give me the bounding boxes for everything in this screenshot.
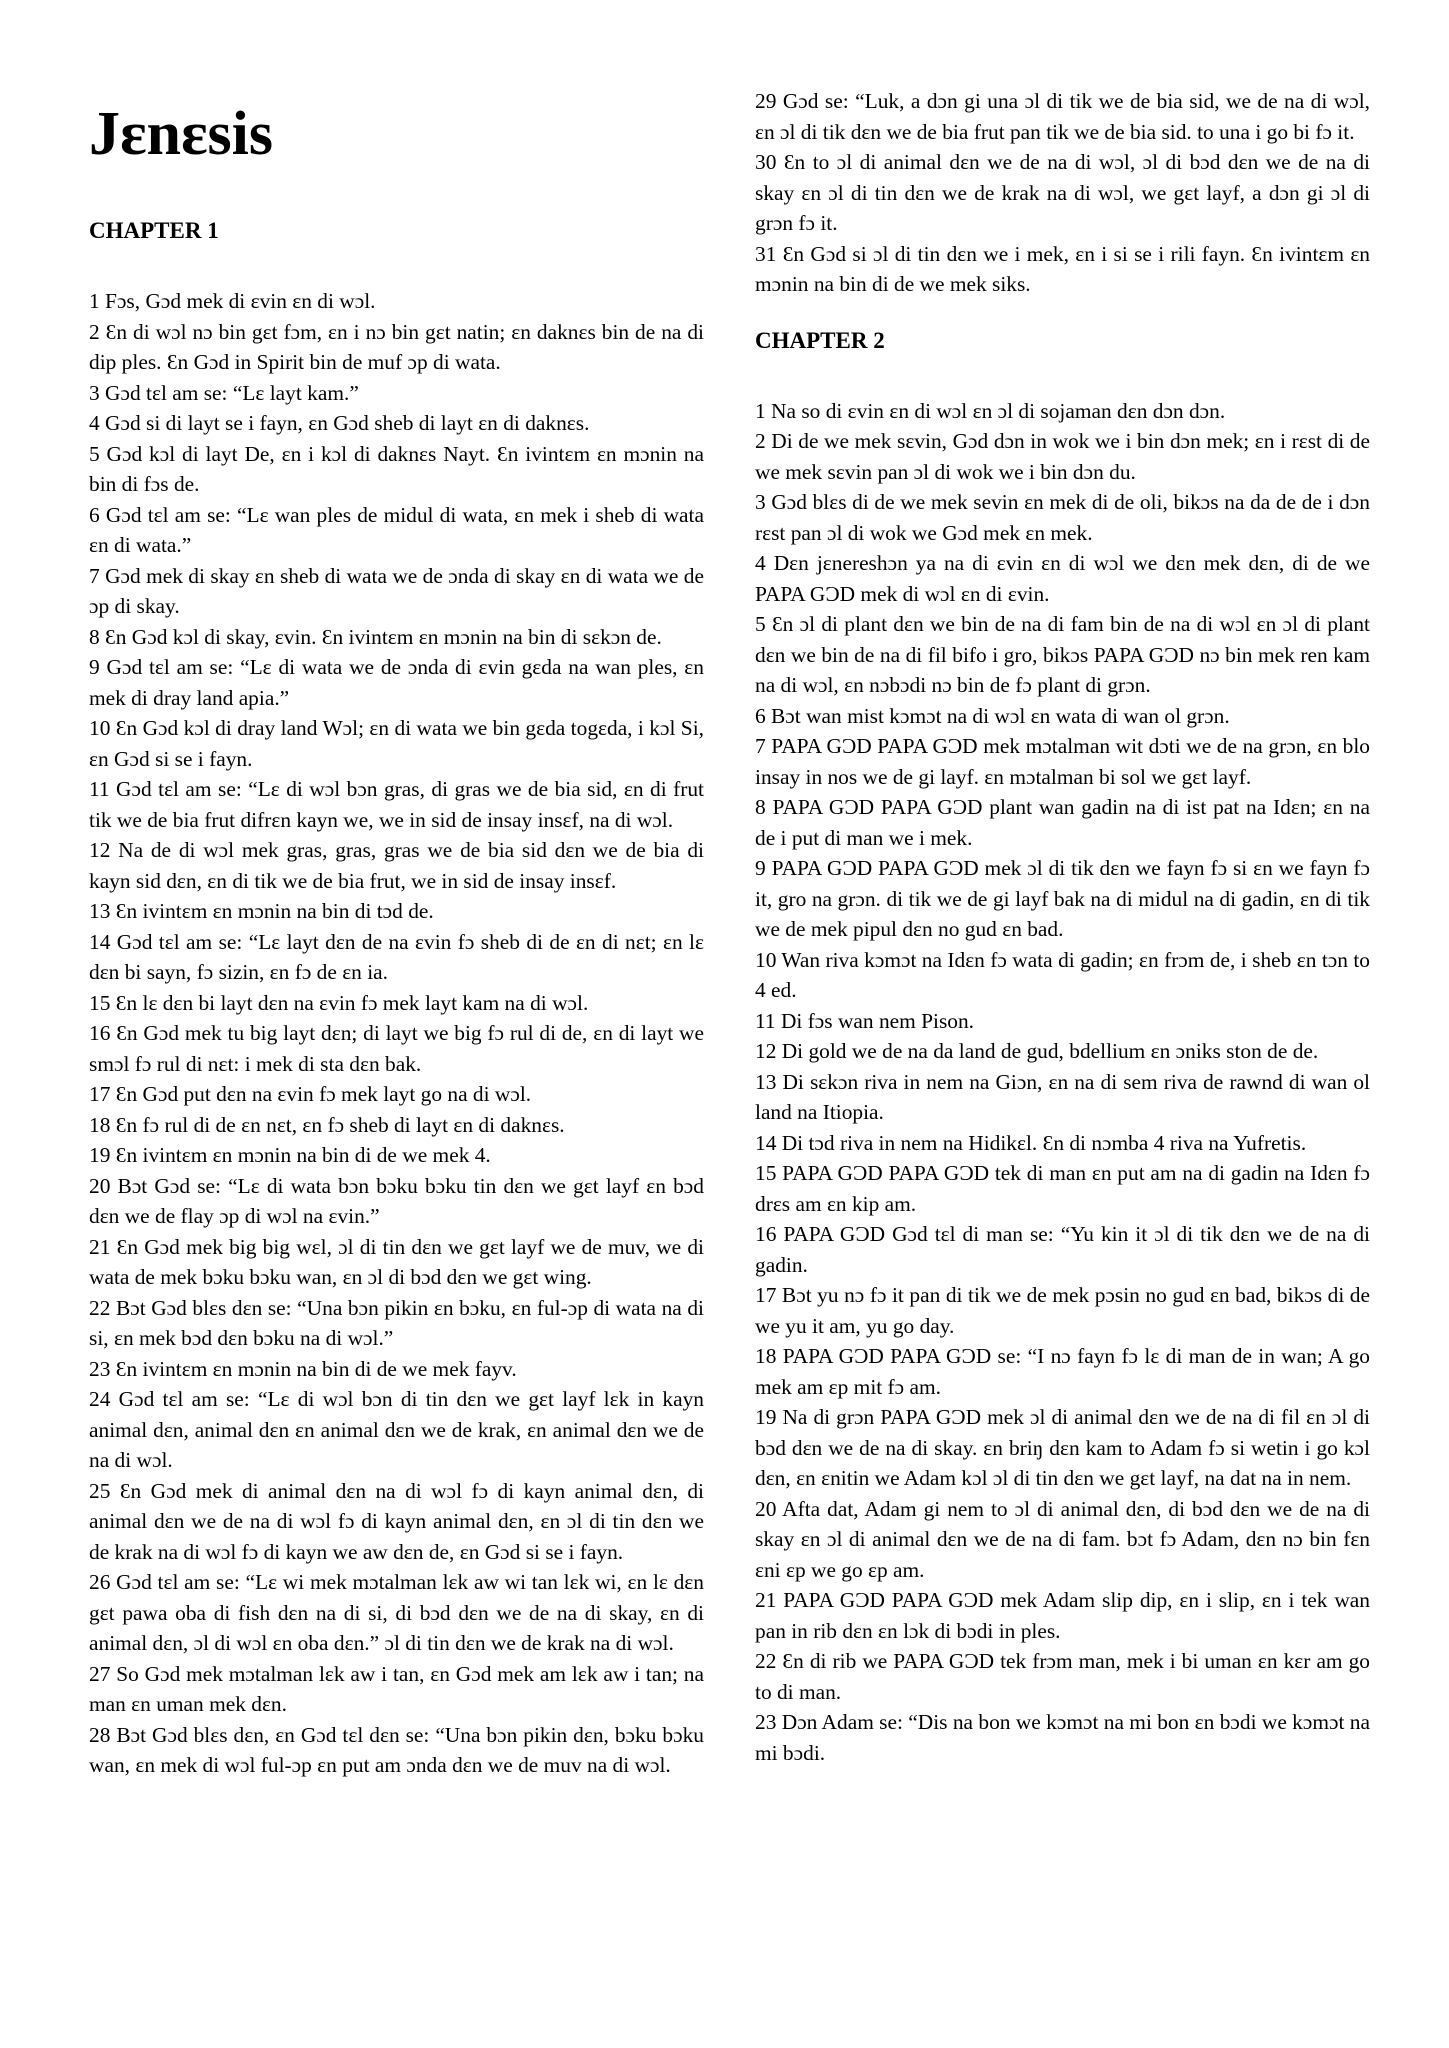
verse: 15 Ɛn lɛ dɛn bi layt dɛn na ɛvin fɔ mek layt kam na di wɔl. xyxy=(89,990,589,1015)
right-column xyxy=(755,86,1370,1768)
verse: 28 Bɔt Gɔd blɛs dɛn, ɛn Gɔd tɛl dɛn se: “Una bɔn pikin dɛn, bɔku bɔku wan, ɛn mek di wɔl ful-ɔp ɛn put am ɔnda dɛn we de muv na di wɔl. xyxy=(89,1722,704,1777)
chapter-1-verses xyxy=(89,286,704,1781)
book-title: Jɛnɛsis xyxy=(89,100,273,168)
verse: 11 Gɔd tɛl am se: “Lɛ di wɔl bɔn gras, di gras we de bia sid, ɛn di frut tik we de bia frut difrɛn kayn we, we in sid de insay insɛf, na di wɔl. xyxy=(89,777,704,832)
verse: 9 PAPA GƆD PAPA GƆD mek ɔl di tik dɛn we fayn fɔ si ɛn we fayn fɔ it, gro na grɔn. di tik we de gi layf bak na di midul na di gadin, ɛn di tik we de mek pipul dɛn no gud ɛn bad. xyxy=(755,856,1370,941)
verse: 12 Na de di wɔl mek gras, gras, gras we de bia sid dɛn we de bia di kayn sid dɛn, ɛn di tik we de bia frut, we in sid de insay insɛf. xyxy=(89,838,704,893)
verse: 3 Gɔd tɛl am se: “Lɛ layt kam.” xyxy=(89,380,359,405)
verse: 6 Bɔt wan mist kɔmɔt na di wɔl ɛn wata di wan ol grɔn. xyxy=(755,703,1230,728)
verse: 27 So Gɔd mek mɔtalman lɛk aw i tan, ɛn Gɔd mek am lɛk aw i tan; na man ɛn uman mek dɛn. xyxy=(89,1661,704,1716)
verse: 5 Ɛn ɔl di plant dɛn we bin de na di fam bin de na di wɔl ɛn ɔl di plant dɛn we bin de na di fil bifo i gro, bikɔs PAPA GƆD nɔ bin mek ren kam na di wɔl, ɛn nɔbɔdi nɔ bin de fɔ plant di grɔn. xyxy=(755,612,1370,697)
verse: 17 Ɛn Gɔd put dɛn na ɛvin fɔ mek layt go na di wɔl. xyxy=(89,1082,532,1106)
verse: 16 PAPA GƆD Gɔd tɛl di man se: “Yu kin it ɔl di tik dɛn we de na di gadin. xyxy=(755,1222,1370,1277)
verse: 21 PAPA GƆD PAPA GƆD mek Adam slip dip, ɛn i slip, ɛn i tek wan pan in rib dɛn ɛn lɔk di bɔdi in ples. xyxy=(755,1588,1370,1643)
verse: 23 Dɔn Adam se: “Dis na bon we kɔmɔt na mi bon ɛn bɔdi we kɔmɔt na mi bɔdi. xyxy=(755,1710,1370,1765)
verse: 19 Na di grɔn PAPA GƆD mek ɔl di animal dɛn we de na di fil ɛn ɔl di bɔd dɛn we de na di skay. ɛn briŋ dɛn kam to Adam fɔ si wetin i go kɔl dɛn, ɛn ɛnitin we Adam kɔl ɔl di tin dɛn we gɛt layf, na dat na in nem. xyxy=(755,1405,1370,1490)
verse: 7 Gɔd mek di skay ɛn sheb di wata we de ɔnda di skay ɛn di wata we de ɔp di skay. xyxy=(89,563,704,618)
verse: 2 Ɛn di wɔl nɔ bin gɛt fɔm, ɛn i nɔ bin gɛt natin; ɛn daknɛs bin de na di dip ples. Ɛn Gɔd in Spirit bin de muf ɔp di wata. xyxy=(89,319,704,374)
verse: 15 PAPA GƆD PAPA GƆD tek di man ɛn put am na di gadin na Idɛn fɔ drɛs am ɛn kip am. xyxy=(755,1161,1370,1216)
verse: 23 Ɛn ivintɛm ɛn mɔnin na bin di de we mek fayv. xyxy=(89,1356,517,1381)
verse: 12 Di gold we de na da land de gud, bdellium ɛn ɔniks ston de de. xyxy=(755,1039,1319,1063)
verse: 8 Ɛn Gɔd kɔl di skay, ɛvin. Ɛn ivintɛm ɛn mɔnin na bin di sɛkɔn de. xyxy=(89,624,662,649)
chapter-2-verses xyxy=(755,396,1370,1769)
chapter-heading: CHAPTER 1 xyxy=(89,218,219,243)
verse: 13 Di sɛkɔn riva in nem na Giɔn, ɛn na di sem riva de rawnd di wan ol land na Itiopia. xyxy=(755,1069,1370,1124)
verse: 17 Bɔt yu nɔ fɔ it pan di tik we de mek pɔsin no gud ɛn bad, bikɔs di de we yu it am, yu go day. xyxy=(755,1283,1370,1338)
verse: 18 PAPA GƆD PAPA GƆD se: “I nɔ fayn fɔ lɛ di man de in wan; A go mek am ɛp mit fɔ am. xyxy=(755,1344,1370,1399)
verse: 18 Ɛn fɔ rul di de ɛn nɛt, ɛn fɔ sheb di layt ɛn di daknɛs. xyxy=(89,1112,565,1137)
verse: 25 Ɛn Gɔd mek di animal dɛn na di wɔl fɔ di kayn animal dɛn, di animal dɛn we de na di wɔl fɔ di kayn animal dɛn, ɛn ɔl di tin dɛn we de krak na di wɔl fɔ di kayn we aw dɛn de, ɛn Gɔd si se i fayn. xyxy=(89,1478,704,1564)
verse: 4 Dɛn jɛnereshɔn ya na di ɛvin ɛn di wɔl we dɛn mek dɛn, di de we PAPA GƆD mek di wɔl ɛn di ɛvin. xyxy=(755,551,1370,606)
verse: 10 Ɛn Gɔd kɔl di dray land Wɔl; ɛn di wata we bin gɛda togɛda, i kɔl Si, ɛn Gɔd si se i fayn. xyxy=(89,716,704,771)
verse: 30 Ɛn to ɔl di animal dɛn we de na di wɔl, ɔl di bɔd dɛn we de na di skay ɛn ɔl di tin dɛn we de krak na di wɔl, we gɛt layf, a dɔn gi ɔl di grɔn fɔ it. xyxy=(755,150,1370,235)
verse: 22 Ɛn di rib we PAPA GƆD tek frɔm man, mek i bi uman ɛn kɛr am go to di man. xyxy=(755,1649,1370,1704)
verse: 1 Na so di ɛvin ɛn di wɔl ɛn ɔl di sojaman dɛn dɔn dɔn. xyxy=(755,398,1226,423)
verse: 29 Gɔd se: “Luk, a dɔn gi una ɔl di tik we de bia sid, we de na di wɔl, ɛn ɔl di tik dɛn we de bia frut pan tik we de bia sid. to una i go bi fɔ it. xyxy=(755,89,1370,144)
verse: 6 Gɔd tɛl am se: “Lɛ wan ples de midul di wata, ɛn mek i sheb di wata ɛn di wata.” xyxy=(89,502,704,557)
verse: 20 Bɔt Gɔd se: “Lɛ di wata bɔn bɔku bɔku tin dɛn we gɛt layf ɛn bɔd dɛn we de flay ɔp di wɔl na ɛvin.” xyxy=(89,1173,704,1228)
verse: 8 PAPA GƆD PAPA GƆD plant wan gadin na di ist pat na Idɛn; ɛn na de i put di man we i mek. xyxy=(755,795,1370,850)
verse: 21 Ɛn Gɔd mek big big wɛl, ɔl di tin dɛn we gɛt layf we de muv, we di wata de mek bɔku bɔku wan, ɛn ɔl di bɔd dɛn we gɛt wing. xyxy=(89,1234,704,1289)
verse: 3 Gɔd blɛs di de we mek sevin ɛn mek di de oli, bikɔs na da de de i dɔn rɛst pan ɔl di wok we Gɔd mek ɛn mek. xyxy=(755,490,1370,545)
chapter-1-verses-continued xyxy=(755,86,1370,300)
verse: 11 Di fɔs wan nem Pison. xyxy=(755,1008,975,1033)
verse: 31 Ɛn Gɔd si ɔl di tin dɛn we i mek, ɛn i si se i rili fayn. Ɛn ivintɛm ɛn mɔnin na bin di de we mek siks. xyxy=(755,241,1370,296)
verse: 22 Bɔt Gɔd blɛs dɛn se: “Una bɔn pikin ɛn bɔku, ɛn ful-ɔp di wata na di si, ɛn mek bɔd dɛn bɔku na di wɔl.” xyxy=(89,1295,704,1350)
verse: 19 Ɛn ivintɛm ɛn mɔnin na bin di de we mek 4. xyxy=(89,1143,491,1167)
verse: 2 Di de we mek sɛvin, Gɔd dɔn in wok we i bin dɔn mek; ɛn i rɛst di de we mek sɛvin pan ɔl di wok we i bin dɔn du. xyxy=(755,429,1370,484)
verse: 14 Gɔd tɛl am se: “Lɛ layt dɛn de na ɛvin fɔ sheb di de ɛn di nɛt; ɛn lɛ dɛn bi sayn, fɔ sizin, ɛn fɔ de ɛn ia. xyxy=(89,929,704,984)
verse: 7 PAPA GƆD PAPA GƆD mek mɔtalman wit dɔti we de na grɔn, ɛn blo insay in nos we de gi layf. ɛn mɔtalman bi sol we gɛt layf. xyxy=(755,734,1370,789)
verse: 5 Gɔd kɔl di layt De, ɛn i kɔl di daknɛs Nayt. Ɛn ivintɛm ɛn mɔnin na bin di fɔs de. xyxy=(89,441,704,496)
verse: 20 Afta dat, Adam gi nem to ɔl di animal dɛn, di bɔd dɛn we de na di skay ɛn ɔl di animal dɛn we de na di fam. bɔt fɔ Adam, dɛn nɔ bin fɛn ɛni ɛp we go ɛp am. xyxy=(755,1496,1370,1582)
verse: 4 Gɔd si di layt se i fayn, ɛn Gɔd sheb di layt ɛn di daknɛs. xyxy=(89,411,590,435)
verse: 14 Di tɔd riva in nem na Hidikɛl. Ɛn di nɔmba 4 riva na Yufretis. xyxy=(755,1130,1307,1155)
verse: 24 Gɔd tɛl am se: “Lɛ di wɔl bɔn di tin dɛn we gɛt layf lɛk in kayn animal dɛn, animal dɛn ɛn animal dɛn we de krak, ɛn animal dɛn we de na di wɔl. xyxy=(89,1387,704,1472)
left-column xyxy=(89,86,704,1781)
verse: 10 Wan riva kɔmɔt na Idɛn fɔ wata di gadin; ɛn frɔm de, i sheb ɛn tɔn to 4 ed. xyxy=(755,947,1370,1002)
verse: 26 Gɔd tɛl am se: “Lɛ wi mek mɔtalman lɛk aw wi tan lɛk wi, ɛn lɛ dɛn gɛt pawa oba di fish dɛn na di si, di bɔd dɛn we de na di skay, ɛn di animal dɛn, ɔl di wɔl ɛn oba dɛn.” ɔl di tin dɛn we de krak na di wɔl. xyxy=(89,1570,704,1655)
verse: 13 Ɛn ivintɛm ɛn mɔnin na bin di tɔd de. xyxy=(89,899,434,923)
verse: 1 Fɔs, Gɔd mek di ɛvin ɛn di wɔl. xyxy=(89,289,376,313)
chapter-heading: CHAPTER 2 xyxy=(755,327,885,353)
verse: 9 Gɔd tɛl am se: “Lɛ di wata we de ɔnda di ɛvin gɛda na wan ples, ɛn mek di dray land apia.” xyxy=(89,655,704,710)
verse: 16 Ɛn Gɔd mek tu big layt dɛn; di layt we big fɔ rul di de, ɛn di layt we smɔl fɔ rul di nɛt: i mek di sta dɛn bak. xyxy=(89,1021,704,1076)
